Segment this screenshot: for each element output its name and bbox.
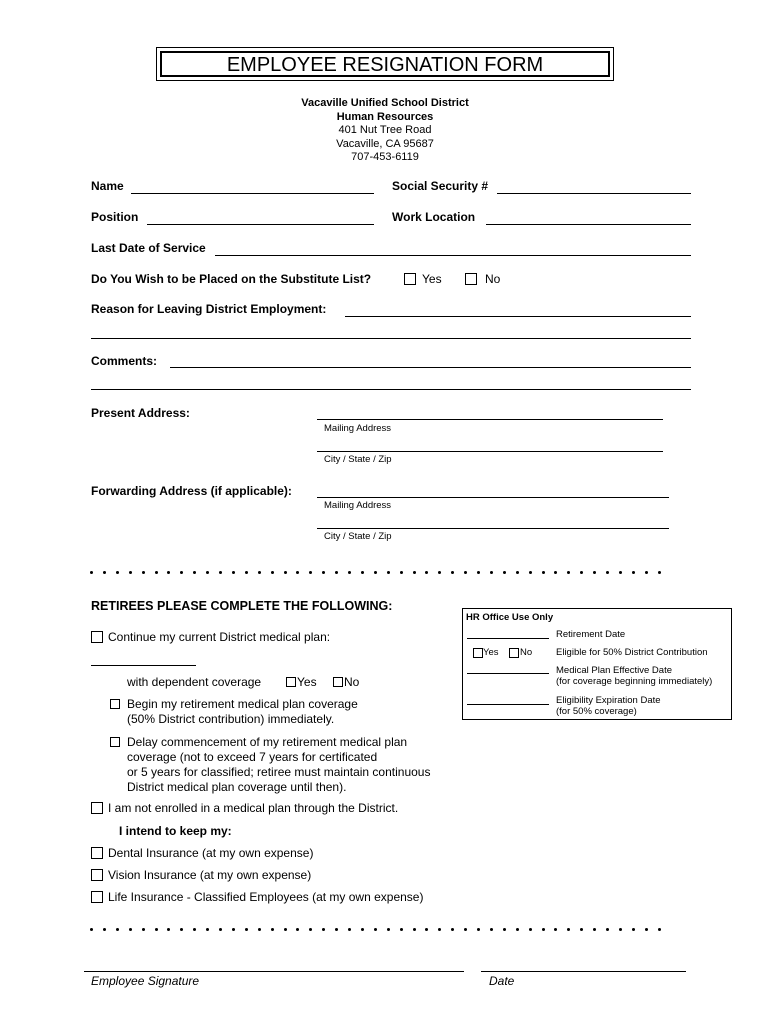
separator-dot [271,928,274,931]
comments-field-line-2[interactable] [91,389,691,390]
separator-dot [490,571,493,574]
not-enrolled-label: I am not enrolled in a medical plan through the District. [108,801,399,815]
separator-dot [542,571,545,574]
separator-dot [335,571,338,574]
separator-dot [400,571,403,574]
plan-effective-field[interactable] [467,673,549,674]
separator-dot [155,571,158,574]
separator-dot [619,571,622,574]
substitute-yes-label: Yes [422,272,442,286]
expiration-label: Eligibility Expiration Date [556,695,661,706]
separator-dot [155,928,158,931]
separator-dot [464,571,467,574]
separator-dot [413,571,416,574]
forwarding-address-label: Forwarding Address (if applicable): [91,484,292,498]
retirement-date-field[interactable] [467,638,549,639]
separator-dot [232,571,235,574]
dependent-yes-label: Yes [297,675,317,689]
separator-dot [90,571,93,574]
delay-line-1: Delay commencement of my retirement medical plan [127,735,408,749]
position-label: Position [91,210,139,224]
dental-label: Dental Insurance (at my own expense) [108,846,314,860]
substitute-no-checkbox[interactable] [465,273,477,285]
delay-line-4: District medical plan coverage until then). [127,780,347,794]
separator-dot [219,928,222,931]
eligible-no-checkbox[interactable] [509,648,519,658]
separator-dot [180,571,183,574]
separator-dot [348,571,351,574]
present-address-label: Present Address: [91,406,190,420]
separator-dot [387,571,390,574]
separator-dot [542,928,545,931]
separator-dot [413,928,416,931]
plan-effective-note: (for coverage beginning immediately) [556,676,713,687]
separator-dot [296,928,299,931]
separator-dot [645,928,648,931]
separator-dot [374,928,377,931]
separator-dot [477,928,480,931]
begin-coverage-line-2: (50% District contribution) immediately. [127,712,335,726]
hr-office-title: HR Office Use Only [466,612,554,623]
separator-dot [580,928,583,931]
separator-dot [90,928,93,931]
separator-dot [309,928,312,931]
present-mailing-caption: Mailing Address [324,423,392,434]
separator-dot [180,928,183,931]
continue-plan-field[interactable] [91,665,196,666]
work-location-field[interactable] [486,224,691,225]
separator-dot [425,928,428,931]
separator-dot [258,928,261,931]
hr-office-box [462,608,732,720]
separator-dot [284,928,287,931]
address-line-2: Vacaville, CA 95687 [336,137,434,150]
life-label: Life Insurance - Classified Employees (at my own expense) [108,890,424,904]
separator-dot [464,928,467,931]
separator-dot [374,571,377,574]
separator-dot [271,571,274,574]
separator-dot [258,571,261,574]
retirement-date-label: Retirement Date [556,629,626,640]
expiration-field[interactable] [467,704,549,705]
signature-field[interactable] [84,971,464,972]
last-date-field[interactable] [215,255,691,256]
position-field[interactable] [147,224,374,225]
phone: 707-453-6119 [351,151,419,163]
separator-dot [322,928,325,931]
dependent-no-checkbox[interactable] [333,677,343,687]
separator-dot [645,571,648,574]
address-line-1: 401 Nut Tree Road [338,124,432,136]
separator-dot [296,571,299,574]
separator-dot [451,928,454,931]
begin-coverage-checkbox[interactable] [110,699,120,709]
last-date-label: Last Date of Service [91,241,206,255]
vision-label: Vision Insurance (at my own expense) [108,868,312,882]
ssn-field[interactable] [497,193,691,194]
separator-dot [477,571,480,574]
separator-dot [348,928,351,931]
separator-dot [593,571,596,574]
separator-dot [103,571,106,574]
separator-dot [309,571,312,574]
separator-dot [580,571,583,574]
eligible-yes-label: Yes [483,647,499,658]
org-name: Vacaville Unified School District [301,97,469,109]
separator-dot [567,571,570,574]
dependent-coverage-label: with dependent coverage [127,675,262,689]
eligible-yes-checkbox[interactable] [473,648,483,658]
expiration-note: (for 50% coverage) [556,706,637,717]
separator-dot [438,571,441,574]
separator-dot [245,571,248,574]
ssn-label: Social Security # [392,179,489,193]
separator-dot [193,928,196,931]
substitute-label: Do You Wish to be Placed on the Substitute List? [91,272,372,286]
separator-dot [232,928,235,931]
substitute-no-label: No [485,272,501,286]
separator-dot [619,928,622,931]
separator-dot [322,571,325,574]
separator-dot [529,928,532,931]
eligible-label: Eligible for 50% District Contribution [556,647,708,658]
separator-dot [335,928,338,931]
separator-dot [438,928,441,931]
reason-field[interactable] [345,316,691,317]
delay-coverage-checkbox[interactable] [110,737,120,747]
separator-dot [400,928,403,931]
separator-dot [567,928,570,931]
separator-dot [632,928,635,931]
separator-dot [606,928,609,931]
present-city-field[interactable] [317,451,663,452]
separator-dot [387,928,390,931]
intend-label: I intend to keep my: [119,824,232,838]
dept-name: Human Resources [336,110,434,123]
separator-dot [658,571,661,574]
continue-plan-checkbox[interactable] [91,631,103,643]
separator-dot [219,571,222,574]
separator-dot [554,571,557,574]
comments-label: Comments: [91,354,158,368]
name-label: Name [91,179,124,193]
separator-dot [516,928,519,931]
separator-dot [245,928,248,931]
continue-plan-label: Continue my current District medical plan: [108,630,331,644]
separator-dot [167,928,170,931]
separator-dot [632,571,635,574]
delay-line-3: or 5 years for classified; retiree must maintain continuous [127,765,431,779]
separator-dot [593,928,596,931]
forwarding-mailing-caption: Mailing Address [324,500,392,511]
reason-label: Reason for Leaving District Employment: [91,302,327,316]
life-checkbox[interactable] [91,891,103,903]
dotted-separator-2 [90,928,690,934]
separator-dot [129,928,132,931]
separator-dot [116,571,119,574]
forwarding-city-field[interactable] [317,528,669,529]
separator-dot [658,928,661,931]
dependent-yes-checkbox[interactable] [286,677,296,687]
retirees-heading: RETIREES PLEASE COMPLETE THE FOLLOWING: [91,599,393,613]
dependent-no-label: No [344,675,360,689]
separator-dot [103,928,106,931]
separator-dot [129,571,132,574]
date-label: Date [489,974,515,988]
eligible-no-label: No [520,647,533,658]
separator-dot [142,571,145,574]
separator-dot [451,571,454,574]
header [0,97,770,165]
separator-dot [142,928,145,931]
separator-dot [490,928,493,931]
begin-coverage-line-1: Begin my retirement medical plan coverage [127,697,358,711]
not-enrolled-checkbox[interactable] [91,802,103,814]
reason-field-line-2[interactable] [91,338,691,339]
separator-dot [425,571,428,574]
present-mailing-field[interactable] [317,419,663,420]
forwarding-city-caption: City / State / Zip [324,531,392,542]
dental-checkbox[interactable] [91,847,103,859]
separator-dot [193,571,196,574]
separator-dot [206,571,209,574]
delay-line-2: coverage (not to exceed 7 years for certificated [127,750,378,764]
separator-dot [167,571,170,574]
name-field[interactable] [131,193,374,194]
separator-dot [554,928,557,931]
substitute-yes-checkbox[interactable] [404,273,416,285]
work-location-label: Work Location [392,210,476,224]
separator-dot [606,571,609,574]
date-field[interactable] [481,971,686,972]
separator-dot [503,928,506,931]
title-box [156,47,614,81]
form-title: EMPLOYEE RESIGNATION FORM [160,51,610,77]
separator-dot [503,571,506,574]
separator-dot [284,571,287,574]
separator-dot [361,571,364,574]
vision-checkbox[interactable] [91,869,103,881]
separator-dot [116,928,119,931]
plan-effective-label: Medical Plan Effective Date [556,665,672,676]
comments-field[interactable] [170,367,691,368]
separator-dot [206,928,209,931]
signature-label: Employee Signature [91,974,200,988]
present-city-caption: City / State / Zip [324,454,392,465]
separator-dot [529,571,532,574]
forwarding-mailing-field[interactable] [317,497,669,498]
separator-dot [516,571,519,574]
dotted-separator [90,571,690,577]
separator-dot [361,928,364,931]
